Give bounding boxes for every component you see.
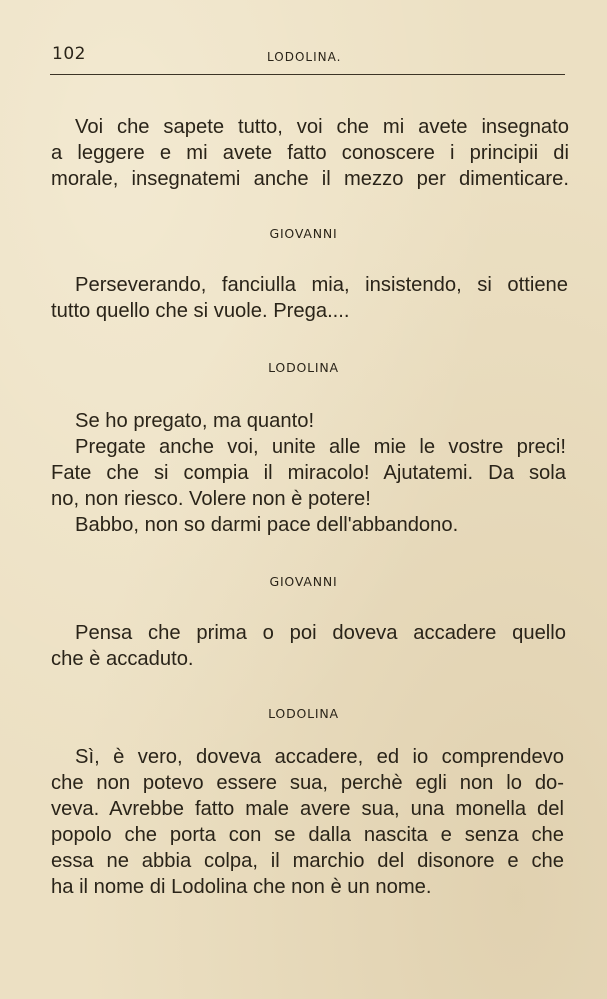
text-line: no, non riesco. Volere non è potere!: [51, 488, 371, 510]
text-line: tutto quello che si vuole. Prega....: [51, 300, 350, 322]
text-line: Babbo, non so darmi pace dell'abbandono.: [75, 514, 459, 536]
text-line: a leggere e mi avete fatto conoscere i principii di: [51, 142, 569, 164]
text-line: Pregate anche voi, unite alle mie le vostre preci!: [75, 436, 566, 458]
speaker-name: LODOLINA: [268, 360, 339, 375]
text-line: ha il nome di Lodolina che non è un nome.: [51, 876, 432, 898]
page-header: [52, 44, 566, 74]
paragraph: [51, 620, 571, 672]
paragraph: [51, 744, 571, 900]
text-line: essa ne abbia colpa, il marchio del disonore e che: [51, 850, 564, 872]
paragraph: [51, 408, 571, 538]
text-line: Pensa che prima o poi doveva accadere quello: [75, 622, 566, 644]
text-line: che non potevo essere sua, perchè egli non lo do-: [51, 772, 564, 794]
running-title: LODOLINA.: [267, 50, 342, 64]
speaker-name: LODOLINA: [268, 706, 339, 721]
text-line: popolo che porta con se dalla nascita e senza che: [51, 824, 564, 846]
text-line: Sì, è vero, doveva accadere, ed io comprendevo: [75, 746, 564, 768]
speaker-name: GIOVANNI: [269, 574, 338, 589]
text-line: Voi che sapete tutto, voi che mi avete insegnato: [75, 116, 569, 138]
text-line: Fate che si compia il miracolo! Ajutatemi. Da sola: [51, 462, 566, 484]
paragraph: [51, 114, 571, 192]
text-line: Se ho pregato, ma quanto!: [75, 410, 315, 432]
paragraph: [51, 272, 571, 324]
page-number: 102: [52, 44, 86, 64]
speaker-name: GIOVANNI: [269, 226, 338, 241]
text-line: che è accaduto.: [51, 648, 194, 670]
text-line: veva. Avrebbe fatto male avere sua, una monella del: [51, 798, 564, 820]
header-rule: [50, 74, 565, 75]
text-line: Perseverando, fanciulla mia, insistendo, si ottiene: [75, 274, 568, 296]
text-line: morale, insegnatemi anche il mezzo per dimenticare.: [51, 168, 569, 190]
